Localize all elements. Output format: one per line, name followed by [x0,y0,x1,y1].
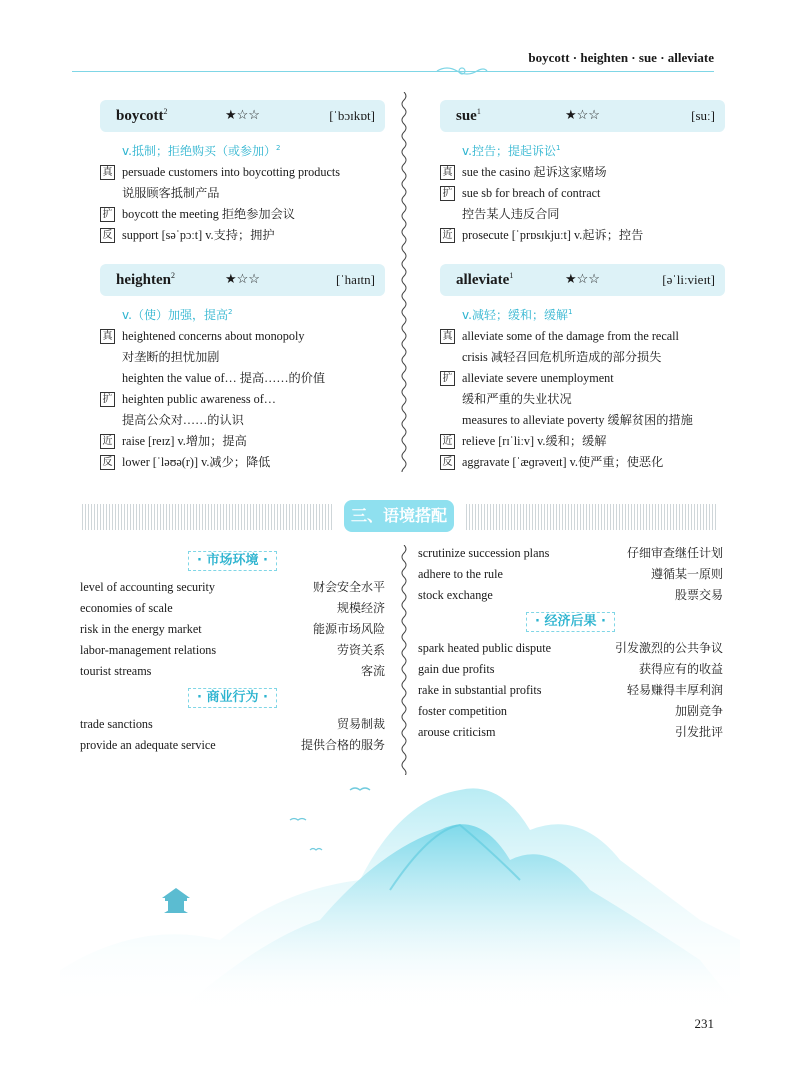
definition-text: v.（使）加强，提高 [122,308,228,322]
collocation-row [80,619,385,640]
example-text: 提高公众对……的认识 [122,413,244,427]
example-text: lower [ˈləʊə(r)] v.减少；降低 [122,455,271,469]
collocation-english: provide an adequate service [80,738,216,752]
definition [462,142,725,159]
collocation-chinese: 劳资关系 [336,643,385,657]
example-line [440,368,725,389]
definition-superscript: 2 [276,144,281,152]
headword-text: heighten [116,272,172,288]
example-line [440,431,725,452]
collocation-column-right [418,543,723,743]
definition-text: v.减轻；缓和；缓解 [462,308,568,322]
definition-text: v.控告；提起诉讼 [462,144,556,158]
difficulty-stars: ★☆☆ [565,272,600,287]
line-tag-box: 扩 [100,392,115,407]
word-header [440,264,725,296]
vocab-entry [100,264,385,473]
category-label: · 市场环境 · [188,551,277,571]
headword [116,271,175,289]
example-text: support [səˈpɔːt] v.支持；拥护 [122,228,275,242]
section-title: 三、语境搭配 [344,500,454,532]
example-line [440,347,725,368]
collocation-chinese: 财会安全水平 [312,580,385,594]
collocation-chinese: 客流 [360,664,385,678]
collocation-chinese: 获得应有的收益 [638,662,723,676]
example-text: boycott the meeting 拒绝参加会议 [122,207,295,221]
vocab-entry [440,100,725,246]
example-text: alleviate some of the damage from the recall [462,329,679,343]
line-tag-box: 真 [440,329,455,344]
line-tag-box: 真 [100,329,115,344]
collocation-row [418,680,723,701]
line-tag-box: 真 [100,165,115,180]
example-text: heighten the value of… 提高……的价值 [122,371,326,385]
column-divider [398,545,410,775]
collocation-english: gain due profits [418,662,495,676]
category-heading [418,610,723,634]
ornament-icon [432,65,492,77]
example-line [440,326,725,347]
collocation-english: stock exchange [418,588,493,602]
line-tag-box: 扩 [440,186,455,201]
example-text: measures to alleviate poverty 缓解贫困的措施 [462,413,693,427]
collocation-row [80,598,385,619]
definition-superscript: 2 [228,308,233,316]
collocation-english: rake in substantial profits [418,683,542,697]
headword [456,271,513,289]
mountain-landscape-illustration [60,770,740,1010]
category-heading [80,686,385,710]
example-text: heightened concerns about monopoly [122,329,305,343]
vocab-entry [100,100,385,246]
example-text: 对垄断的担忧加剧 [122,350,220,364]
collocation-row [418,701,723,722]
collocation-chinese: 能源市场风险 [312,622,385,636]
phonetic: [ˈhaɪtn] [336,272,375,287]
example-line [100,368,385,389]
example-text: alleviate severe unemployment [462,371,614,385]
collocation-chinese: 遵循某一原则 [650,567,723,581]
collocation-chinese: 规模经济 [336,601,385,615]
section-banner [82,500,716,534]
example-line [100,410,385,431]
vocab-entry [440,264,725,473]
collocation-row [418,659,723,680]
collocation-row [418,638,723,659]
definition-text: v.抵制；拒绝购买（或参加） [122,144,276,158]
category-label: · 经济后果 · [526,612,615,632]
phonetic: [suː] [691,108,715,123]
collocation-english: scrutinize succession plans [418,546,550,560]
category-label: · 商业行为 · [188,688,277,708]
example-text: persuade customers into boycotting products [122,165,340,179]
line-tag-box: 反 [100,228,115,243]
collocation-english: tourist streams [80,664,152,678]
definition-superscript: 1 [556,144,561,152]
line-tag-box: 近 [100,434,115,449]
line-tag-box: 真 [440,165,455,180]
line-tag-box: 扩 [100,207,115,222]
example-text: 缓和严重的失业状况 [462,392,572,406]
header-rule [72,69,714,74]
collocation-chinese: 轻易赚得丰厚利润 [626,683,723,697]
collocation-chinese: 股票交易 [674,588,723,602]
example-line [440,183,725,204]
example-line [440,452,725,473]
collocation-english: arouse criticism [418,725,496,739]
frequency-superscript: 2 [171,271,176,280]
frequency-superscript: 1 [476,107,481,116]
definition [122,306,385,323]
example-text: raise [reɪz] v.增加；提高 [122,434,247,448]
example-text: heighten public awareness of… [122,392,276,406]
collocation-chinese: 提供合格的服务 [300,738,385,752]
collocation-row [80,714,385,735]
headword [456,107,481,125]
headword-text: boycott [116,108,164,124]
example-line [100,431,385,452]
phonetic: [əˈliːvieɪt] [662,272,715,287]
difficulty-stars: ★☆☆ [225,272,260,287]
definition [122,142,385,159]
collocation-row [80,577,385,598]
difficulty-stars: ★☆☆ [225,108,260,123]
collocation-english: foster competition [418,704,508,718]
column-divider [398,92,410,472]
collocation-english: trade sanctions [80,717,153,731]
collocation-english: risk in the energy market [80,622,202,636]
frequency-superscript: 2 [163,107,168,116]
example-text: prosecute [ˈprɒsɪkjuːt] v.起诉；控告 [462,228,644,242]
line-tag-box: 反 [440,455,455,470]
collocation-row [418,585,723,606]
example-text: 说服顾客抵制产品 [122,186,220,200]
example-line [100,326,385,347]
headword-text: alleviate [456,272,510,288]
collocation-row [80,640,385,661]
example-line [100,225,385,246]
example-line [440,162,725,183]
category-heading [80,549,385,573]
collocation-chinese: 仔细审查继任计划 [626,546,723,560]
example-line [440,410,725,431]
running-head: boycott · heighten · sue · alleviate [528,50,714,65]
page-number: 231 [694,1016,714,1031]
collocation-english: economies of scale [80,601,173,615]
vocab-column-right [440,100,725,473]
frequency-superscript: 1 [509,271,514,280]
headword-text: sue [456,108,477,124]
collocation-row [418,564,723,585]
collocation-english: labor-management relations [80,643,217,657]
collocation-row [80,661,385,682]
collocation-chinese: 引发批评 [674,725,723,739]
word-header [100,264,385,296]
word-header [440,100,725,132]
headword [116,107,168,125]
example-line [440,225,725,246]
line-tag-box: 近 [440,434,455,449]
example-text: sue sb for breach of contract [462,186,601,200]
collocation-row [418,722,723,743]
example-line [100,162,385,183]
line-tag-box: 反 [100,455,115,470]
example-text: relieve [rɪˈliːv] v.缓和；缓解 [462,434,607,448]
collocation-row [80,735,385,756]
difficulty-stars: ★☆☆ [565,108,600,123]
example-text: crisis 减轻召回危机所造成的部分损失 [462,350,662,364]
word-header [100,100,385,132]
collocation-chinese: 加剧竞争 [674,704,723,718]
vocab-column-left [100,100,385,473]
collocation-chinese: 贸易制裁 [336,717,385,731]
definition-superscript: 1 [568,308,573,316]
example-line [100,183,385,204]
example-line [100,204,385,225]
example-text: aggravate [ˈæɡrəveɪt] v.使严重；使恶化 [462,455,664,469]
example-line [100,452,385,473]
collocation-english: level of accounting security [80,580,216,594]
example-line [440,204,725,225]
definition [462,306,725,323]
line-tag-box: 扩 [440,371,455,386]
example-line [100,389,385,410]
example-text: 控告某人违反合同 [462,207,560,221]
example-text: sue the casino 起诉这家赌场 [462,165,607,179]
example-line [440,389,725,410]
phonetic: [ˈbɔɪkɒt] [329,108,375,123]
collocation-chinese: 引发激烈的公共争议 [614,641,723,655]
line-tag-box: 近 [440,228,455,243]
collocation-row [418,543,723,564]
collocation-column-left [80,545,385,756]
collocation-english: spark heated public dispute [418,641,552,655]
collocation-english: adhere to the rule [418,567,503,581]
example-line [100,347,385,368]
